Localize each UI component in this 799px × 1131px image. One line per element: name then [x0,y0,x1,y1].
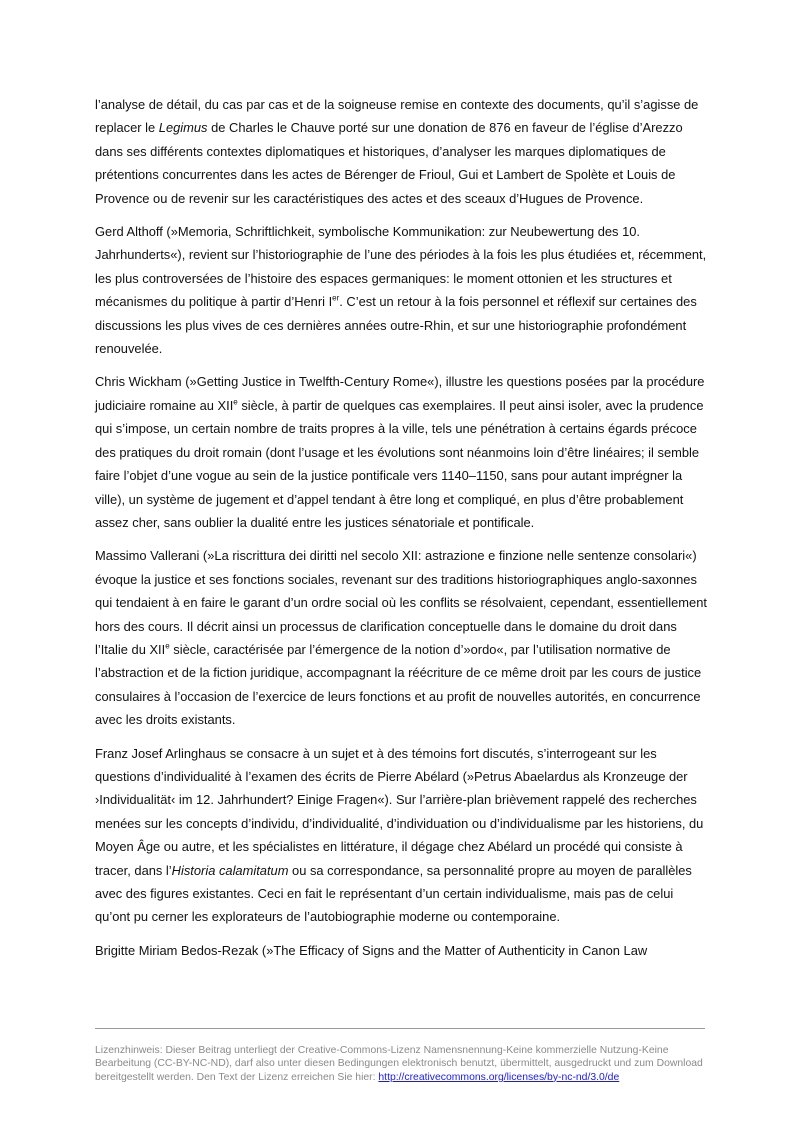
license-notice: Lizenzhinweis: Dieser Beitrag unterliegt der Creative-Commons-Lizenz Namensnennung-Keine kommerzielle Nutzung-Keine Bearbeitung (CC-BY-NC-ND), darf also unter diesen Bedingungen elektronisch benutzt, übermittelt, ausgedruckt und zum Download bereitgestellt werden. Den Text der Lizenz erreichen Sie hier: http://creativecommons.org/licenses/by-nc-nd/3.0/de [95,1045,703,1083]
paragraph-legimus: l’analyse de détail, du cas par cas et de la soigneuse remise en contexte des documents, qu’il s’agisse de replacer le Legimus de Charles le Chauve porté sur une donation de 876 en faveur de l’église d’Arezzo dans ses différents contextes diplomatiques et historiques, d’analyser les marques diplomatiques de prétentions concurrentes dans les actes de Bérenger de Frioul, Gui et Lambert de Spolète et Louis de Provence ou de revenir sur les caractéristiques des actes et des sceaux d’Hugues de Provence. [95,97,699,206]
italic-legimus: Legimus [158,120,208,136]
paragraph-wickham: Chris Wickham (»Getting Justice in Twelfth-Century Rome«), illustre les questions posées par la procédure judiciaire romaine au XIIe siècle, à partir de quelques cas exemplaires. Il peut ainsi isoler, avec la prudence qui s’impose, un certain nombre de traits propres à la ville, tels une pénétration à certains égards précoce des pratiques du droit romain (dont l’usage et les évolutions sont néanmoins loin d’être linéaires; il semble faire l’objet d’une vogue au sein de la justice pontificale vers 1140–1150, sans pour autant imprégner la ville), un système de jugement et d’appel tendant à être long et compliqué, en plus d’être probablement assez cher, sans oublier la dualité entre les justices sénatoriale et pontificale. [95,374,705,530]
paragraph-bedos-rezak: Brigitte Miriam Bedos-Rezak (»The Efficacy of Signs and the Matter of Authenticity in Canon Law [95,942,648,958]
license-link[interactable]: http://creativecommons.org/licenses/by-nc-nd/3.0/de [378,1071,620,1083]
paragraph-vallerani: Massimo Vallerani (»La riscrittura dei diritti nel secolo XII: astrazione e finzione nelle sentenze consolari«) évoque la justice et ses fonctions sociales, revenant sur des traditions historiographiques anglo-saxonnes qui tendaient à en faire le garant d’un ordre social où les conflits se résolvaient, cependant, essentiellement hors des cours. Il décrit ainsi un processus de clarification conceptuelle dans le domaine du droit dans l’Italie du XIIe siècle, caractérisée par l’émergence de la notion d’»ordo«, par l’utilisation normative de l’abstraction et de la fiction juridique, accompagnant la réécriture de ce même droit par les cours de justice consulaires à l’occasion de l’exercice de leurs fonctions et au profit de nouvelles autorités, en concurrence avec les droits existants. [95,548,707,728]
italic-historia-calamitatum: Historia calamitatum [171,862,289,878]
body-text [95,93,707,972]
paragraph-arlinghaus: Franz Josef Arlinghaus se consacre à un sujet et à des témoins fort discutés, s’interrogeant sur les questions d’individualité à l’examen des écrits de Pierre Abélard (»Petrus Abaelardus als Kronzeuge der ›Individualität‹ im 12. Jahrhundert? Einige Fragen«). Sur l’arrière-plan brièvement rappelé des recherches menées sur les concepts d’individu, d’individualité, d’individuation ou d’individualisme par les historiens, du Moyen Âge ou autre, et les spécialistes en littérature, il dégage chez Abélard un procédé qui consiste à tracer, dans l’Historia calamitatum ou sa correspondance, sa personnalité propre au moyen de parallèles avec des figures existantes. Ceci en fait le représentant d’un certain individualisme, mais pas de celui qu’ont pu cerner les explorateurs de l’autobiographie moderne ou contemporaine. [95,745,704,925]
paragraph-althoff: Gerd Althoff (»Memoria, Schriftlichkeit, symbolische Kommunikation: zur Neubewertung des 10. Jahrhunderts«), revient sur l’historiographie de l’une des périodes à la fois les plus étudiées et, récemment, les plus controversées de l’histoire des espaces germaniques: le moment ottonien et les structures et mécanismes du politique à partir d’Henri Ier. C’est un retour à la fois personnel et réflexif sur certaines des discussions les plus vives de ces dernières années outre-Rhin, et sur une historiographie profondément renouvelée. [95,224,707,357]
footer-divider [95,1028,705,1029]
